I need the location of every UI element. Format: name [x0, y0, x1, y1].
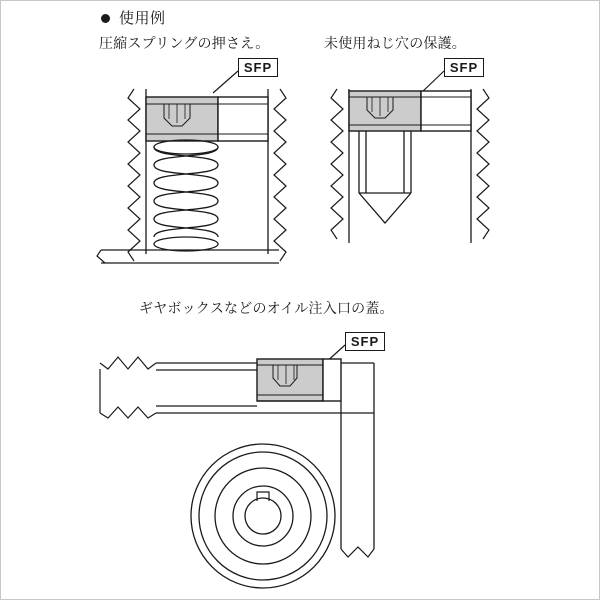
sfp-label-unused-thread-hole: SFP [444, 58, 484, 77]
gear-outer-circle-3 [191, 444, 335, 588]
right-wall-break-2 [477, 89, 489, 239]
gear-second-circle-3 [199, 452, 327, 580]
figure-compression-spring [97, 71, 286, 263]
housing-break-left-b-3 [100, 407, 156, 418]
shaft-circle-3 [245, 498, 281, 534]
figure-caption-compression-spring: 圧縮スプリングの押さえ。 [99, 35, 270, 51]
page-title: 使用例 [119, 10, 166, 27]
figure-unused-thread-hole [331, 71, 489, 243]
figure-caption-gearbox-oil-filler: ギヤボックスなどのオイル注入口の蓋。 [139, 300, 394, 316]
gear-third-circle-3 [215, 468, 311, 564]
left-wall-break-1 [128, 89, 140, 261]
housing-right-break-3 [341, 547, 374, 557]
leader-line-2 [421, 71, 444, 93]
leader-line-1 [213, 71, 238, 93]
right-wall-break-1 [274, 89, 286, 261]
sfp-label-compression-spring: SFP [238, 58, 278, 77]
compression-spring-coils [154, 140, 218, 251]
technical-drawings [1, 1, 600, 600]
figure-gearbox-oil-filler [100, 345, 374, 588]
figure-caption-unused-thread-hole: 未使用ねじ穴の保護。 [324, 35, 466, 51]
sfp-label-gearbox-oil-filler: SFP [345, 332, 385, 351]
housing-break-left-3 [100, 357, 156, 369]
base-plate-break-left-1 [97, 250, 105, 263]
hole-drill-point-2 [359, 193, 411, 223]
gear-hub-circle-3 [233, 486, 293, 546]
keyway-3 [257, 492, 269, 501]
left-wall-break-2 [331, 89, 343, 239]
plug-flange-3 [323, 359, 341, 401]
